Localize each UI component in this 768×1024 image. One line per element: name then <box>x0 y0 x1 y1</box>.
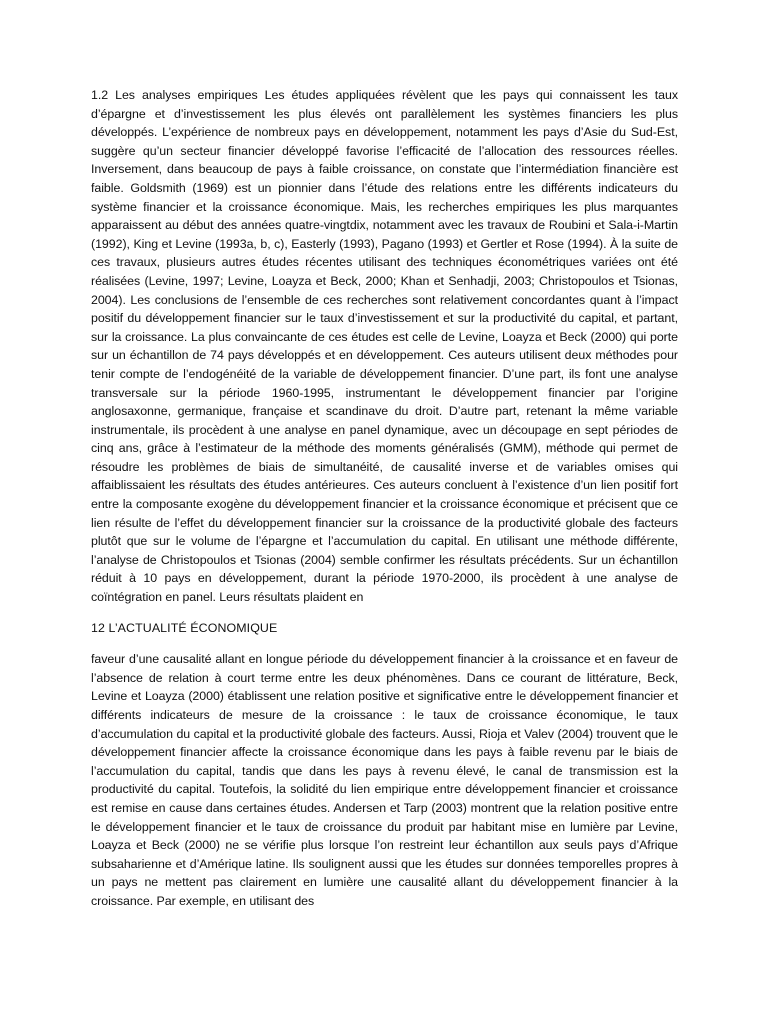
document-page <box>91 86 678 911</box>
running-header: 12 L’ACTUALITÉ ÉCONOMIQUE <box>91 620 278 635</box>
paragraph-continuation: faveur d’une causalité allant en longue période du développement financier à la croissance et en faveur de l’absence de relation à court terme entre les deux phénomènes. Dans ce courant de littérature, Beck, Levine et Loayza (2000) établissent une relation positive et significative entre le développement financier et différents indicateurs de mesure de la croissance : le taux de croissance économique, le taux d’accumulation du capital et la productivité globale des facteurs. Aussi, Rioja et Valev (2004) trouvent que le développement financier affecte la croissance économique dans les pays à faible revenu par le biais de l’accumulation du capital, tandis que dans les pays à revenu élevé, le canal de transmission est la productivité du capital. Toutefois, la solidité du lien empirique entre développement financier et croissance est remise en cause dans certaines études. Andersen et Tarp (2003) montrent que la relation positive entre le développement financier et le taux de croissance du produit par habitant mise en lumière par Levine, Loayza et Beck (2000) ne se vérifie plus lorsque l’on restreint leur échantillon aux seuls pays d’Afrique subsaharienne et d’Amérique latine. Ils soulignent aussi que les études sur données temporelles propres à un pays ne mettent pas clairement en lumière une causalité allant du développement financier à la croissance. Par exemple, en utilisant des <box>91 652 678 908</box>
paragraph-empirical-analyses: 1.2 Les analyses empiriques Les études appliquées révèlent que les pays qui connaissent les taux d’épargne et d’investissement les plus élevés ont parallèlement les systèmes financiers les plus développés. L’expérience de nombreux pays en développement, notamment les pays d’Asie du Sud-Est, suggère qu’un secteur financier développé favorise l’efficacité de l’allocation des ressources réelles. Inversement, dans beaucoup de pays à faible croissance, on constate que l’intermédiation financière est faible. Goldsmith (1969) est un pionnier dans l’étude des relations entre les différents indicateurs du système financier et la croissance économique. Mais, les recherches empiriques les plus marquantes apparaissent au début des années quatre-vingtdix, notamment avec les travaux de Roubini et Sala-i-Martin (1992), King et Levine (1993a, b, c), Easterly (1993), Pagano (1993) et Gertler et Rose (1994). À la suite de ces travaux, plusieurs autres études récentes utilisant des techniques économétriques variées ont été réalisées (Levine, 1997; Levine, Loayza et Beck, 2000; Khan et Senhadji, 2003; Christopoulos et Tsionas, 2004). Les conclusions de l’ensemble de ces recherches sont relativement concordantes quant à l’impact positif du développement financier sur le taux d’investissement et sur la productivité du capital, et partant, sur la croissance. La plus convaincante de ces études est celle de Levine, Loayza et Beck (2000) qui porte sur un échantillon de 74 pays développés et en développement. Ces auteurs utilisent deux méthodes pour tenir compte de l’endogénéité de la variable de développement financier. D’une part, ils font une analyse transversale sur la période 1960-1995, instrumentant le développement financier par l’origine anglosaxonne, germanique, française et scandinave du droit. D’autre part, retenant la même variable instrumentale, ils procèdent à une analyse en panel dynamique, avec un découpage en sept périodes de cinq ans, grâce à l’estimateur de la méthode des moments généralisés (GMM), méthode qui permet de résoudre les problèmes de biais de simultanéité, de causalité inverse et de variables omises qui affaiblissaient les résultats des études antérieures. Ces auteurs concluent à l’existence d’un lien positif fort entre la composante exogène du développement financier et la croissance économique et précisent que ce lien résulte de l’effet du développement financier sur la croissance de la productivité globale des facteurs plutôt que sur le volume de l’épargne et l’accumulation du capital. En utilisant une méthode différente, l’analyse de Christopoulos et Tsionas (2004) semble confirmer les résultats précédents. Sur un échantillon réduit à 10 pays en développement, durant la période 1970-2000, ils procèdent à une analyse de coïntégration en panel. Leurs résultats plaident en <box>91 88 678 605</box>
